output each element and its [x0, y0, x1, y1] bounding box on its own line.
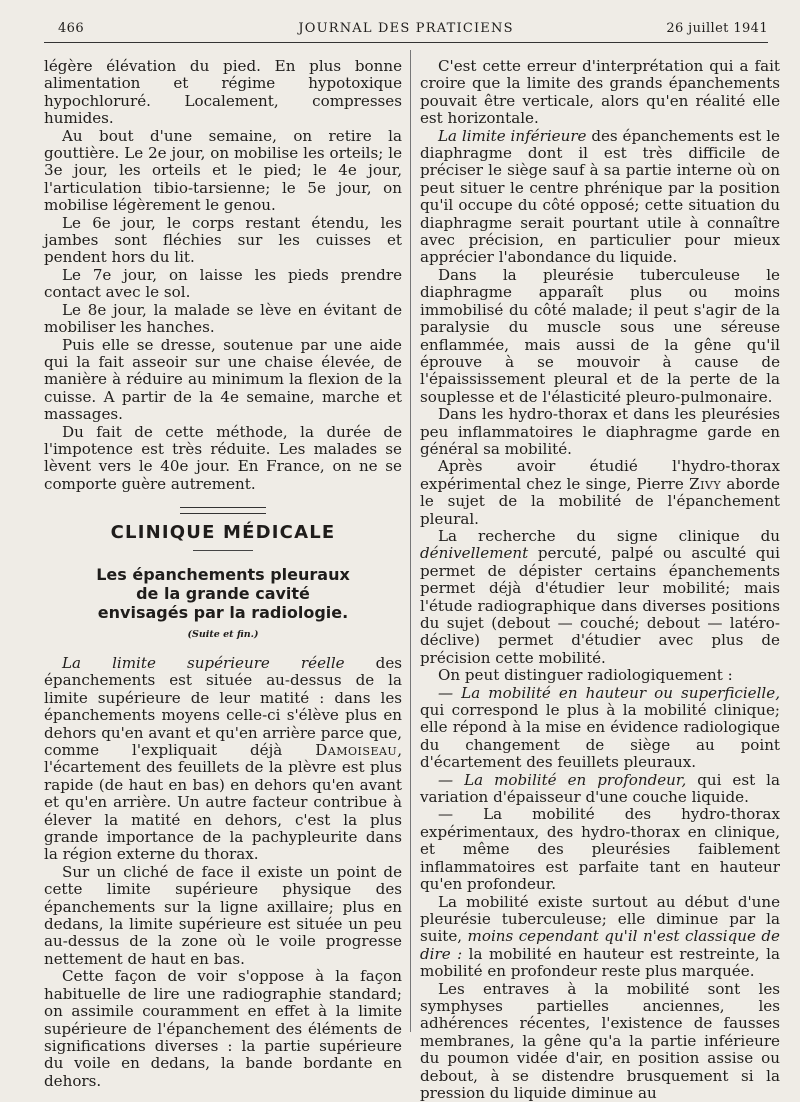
- paragraph: On peut distinguer radiologiquement :: [438, 666, 733, 685]
- emphasis: dénivellement: [420, 544, 529, 563]
- text-run: Après avoir étudié l'hydro-thorax expérimental chez le singe, Pierre: [420, 457, 780, 493]
- suite-note: (Suite et fin.): [187, 628, 259, 640]
- paragraph: C'est cette erreur d'interprétation qui a fait croire que la limite des grands épanchements pouvait être verticale, alors qu'en réalité elle est horizontale.: [420, 57, 780, 128]
- paragraph: Puis elle se dresse, soutenue par une aide qui la fait asseoir sur une chaise élevée, de manière à réduire au minimum la flexion de la cuisse. A partir de la 4e semaine, marche et massages.: [44, 335, 402, 424]
- paragraph: [420, 894, 780, 981]
- text-run: aborde le sujet de la mobilité de l'épanchement pleural.: [420, 474, 780, 528]
- text-run: la mobilité en hauteur est restreinte, la mobilité en profondeur reste plus marquée.: [420, 944, 780, 981]
- title-line: envisagés par la radiologie.: [97, 602, 349, 622]
- text-run: La mobilité existe surtout au début d'une pleurésie tuberculeuse; elle diminue par la suite,: [420, 892, 780, 946]
- section-ornament: [180, 507, 266, 514]
- text-run: des épanchements est située au-dessus de la limite supérieure de leur matité : dans les épanchements moyens celle-ci s'élève plus en dehors qu'en avant et qu'en arrière parce que, comme l'expliquait déjà: [44, 653, 403, 759]
- text-run: qui est la variation d'épaisseur d'une couche liquide.: [420, 770, 780, 807]
- paragraph: [420, 685, 780, 772]
- title-line: de la grande cavité: [136, 583, 310, 603]
- emphasis: — La mobilité en profondeur,: [438, 770, 687, 789]
- right-column: [420, 58, 780, 1102]
- issue-date: 26 juillet 1941: [666, 21, 768, 36]
- journal-title: JOURNAL DES PRATICIENS: [298, 21, 514, 36]
- paragraph: Au bout d'une semaine, on retire la gouttière. Le 2e jour, on mobilise les orteils; le 3e jour, les orteils et le pied; le 4e jour, l'articulation tibio-tarsienne; le 5e jour, on mobilise légèrement le genou.: [44, 126, 402, 215]
- left-column: [44, 58, 402, 1090]
- page-number: 466: [58, 21, 85, 36]
- emphasis: — La mobilité en hauteur ou superficielle,: [438, 683, 780, 702]
- paragraph: [44, 655, 402, 864]
- paragraph: Dans la pleurésie tuberculeuse le diaphragme apparaît plus ou moins immobilisé du côté malade; il peut s'agir de la paralysie du muscle sous une séreuse enflammée, mais aussi de la gêne qu'il éprouve à se mouvoir à cause de l'épaississement pleural et de la perte de la souplesse et de l'élasticité pleuro-pulmonaire.: [420, 265, 780, 406]
- emphasis: La limite inférieure: [438, 126, 587, 145]
- text-run: percuté, palpé ou asculté qui permet de dépister certains épanchements permet déjà d'étudier leur mobilité; mais l'étude radiographique dans diverses positions du sujet (debout — couché; debout — latéro-déclive) permet d'étudier avec plus de précision cette mobilité.: [420, 544, 780, 667]
- header-rule: [44, 42, 768, 43]
- paragraph: légère élévation du pied. En plus bonne alimentation et régime hypotoxique hypochloruré. Localement, compresses humides.: [44, 57, 402, 128]
- paragraph: Le 8e jour, la malade se lève en évitant de mobiliser les hanches.: [44, 300, 402, 337]
- author-name: Damoiseau: [315, 741, 398, 759]
- text-run: des épanchements est le diaphragme dont il est très difficile de préciser le siège sauf à sa partie interne où on peut situer le centre phrénique par la position qu'il occupe du côté opposé; cette situation du diaphragme serait pourtant utile à connaître avec précision, en particulier pour mieux apprécier l'abondance du liquide.: [420, 126, 780, 267]
- paragraph: Dans les hydro-thorax et dans les pleurésies peu inflammatoires le diaphragme garde en général sa mobilité.: [420, 405, 780, 458]
- title-line: Les épanchements pleuraux: [96, 564, 350, 584]
- text-run: La recherche du signe clinique du: [438, 526, 780, 545]
- paragraph: Du fait de cette méthode, la durée de l'impotence est très réduite. Les malades se lèvent vers le 40e jour. En France, on ne se comporte guère autrement.: [44, 422, 402, 493]
- article-title: [44, 565, 402, 622]
- page-header: [44, 18, 768, 40]
- paragraph: [420, 458, 780, 528]
- emphasis: moins cependant qu'il n'est classique de dire :: [420, 927, 780, 963]
- column-divider: [410, 50, 411, 1032]
- paragraph: [420, 128, 780, 267]
- author-name: Zivy: [689, 474, 722, 493]
- paragraph: Cette façon de voir s'oppose à la façon habituelle de lire une radiographie standard; on assimile couramment en effet à la limite supérieure de l'épanchement des éléments de significations diverses : la partie supérieure du voile en dedans, la bande bordante en dehors.: [44, 967, 402, 1090]
- text-run: , l'écartement des feuillets de la plèvre est plus rapide (de haut en bas) en dehors qu'en avant et qu'en arrière. Un autre facteur contribue à élever la matité en dehors, c'est la plus grande importance de la pachypleurite dans la région externe du thorax.: [44, 741, 402, 864]
- paragraph: — La mobilité des hydro-thorax expérimentaux, des hydro-thorax en clinique, et même des pleurésies faiblement inflammatoires est parfaite tant en hauteur qu'en profondeur.: [420, 805, 780, 894]
- paragraph: Le 7e jour, on laisse les pieds prendre contact avec le sol.: [44, 265, 402, 302]
- paragraph: [420, 528, 780, 667]
- section-heading: CLINIQUE MÉDICALE: [110, 522, 336, 544]
- paragraph: Sur un cliché de face il existe un point de cette limite supérieure physique des épanchements sur la ligne axillaire; plus en dedans, la limite supérieure est située un peu au-dessus de la zone où le voile progresse nettement de haut en bas.: [44, 862, 402, 968]
- paragraph: Le 6e jour, le corps restant étendu, les jambes sont fléchies sur les cuisses et pendent hors du lit.: [44, 213, 402, 267]
- emphasis: La limite supérieure réelle: [62, 653, 345, 672]
- section-rule: [193, 550, 253, 551]
- paragraph: Les entraves à la mobilité sont les symphyses partielles anciennes, les adhérences récentes, l'existence de fausses membranes, la gêne qu'a la partie inférieure du poumon vidée d'air, en position assise ou debout, à se distendre brusquement si la pression du liquide diminue au: [420, 979, 780, 1102]
- text-run: qui correspond le plus à la mobilité clinique; elle répond à la mise en évidence radiologique du changement de siège au point d'écartement des feuillets pleuraux.: [420, 701, 780, 772]
- paragraph: [420, 772, 780, 807]
